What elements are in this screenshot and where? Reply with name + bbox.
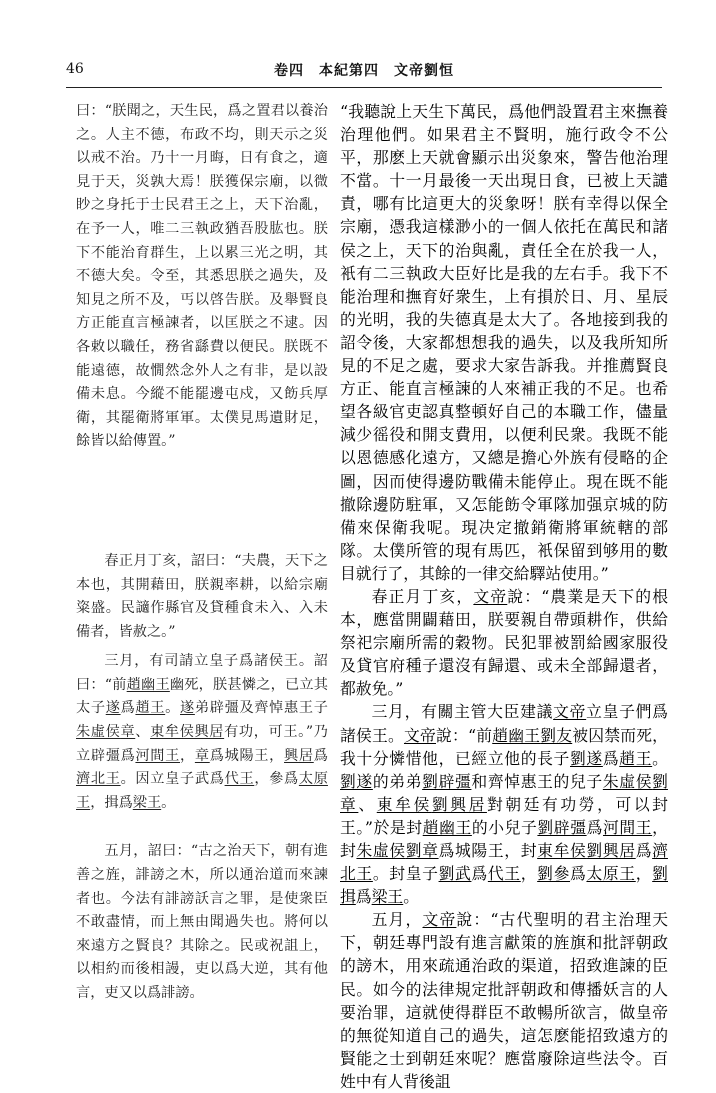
proper-name: 劉辟彊 bbox=[422, 771, 472, 791]
proper-name: 朱虛侯 bbox=[602, 771, 653, 791]
proper-name: 河間王 bbox=[602, 817, 653, 837]
proper-name: 劉參 bbox=[537, 864, 571, 884]
proper-name: 劉遂 bbox=[340, 771, 373, 791]
proper-name: 趙王 bbox=[619, 748, 653, 768]
proper-name: 濟北王 bbox=[340, 841, 668, 884]
proper-name: 劉章 bbox=[405, 841, 439, 860]
proper-name: 興居 bbox=[284, 747, 314, 764]
classical-paragraph-edict-slander: 五月，詔曰：“古之治天下，朝有進善之旌，誹謗之木，所以通治道而來諫者也。今法有誹謗訞言之罪，是使衆臣不敢盡情，而上無由聞過失也。將何以來遠方之賢良？其除之。民或祝詛上，以相約而後相謾，吏以爲大逆，其有他言，吏又以爲誹謗。 bbox=[76, 843, 328, 1001]
translation-paragraph-edict-eclipse: “我聽說上天生下萬民，爲他們設置君主來撫養治理他們。如果君主不賢明，施行政令不公平，那麽上天就會顯示出災象來，警告他治理不當。十一月最後一天出現日食，已被上天譴責，哪有比這更大的災象呀！朕有幸得以保全宗廟，憑我這樣渺小的一個人依托在萬民和諸侯之上，天下的治與亂，責任全在於我一人，衹有二三執政大臣好比是我的左右手。我下不能治理和撫育好衆生，上有損於日、月、星辰的光明，我的失德真是太大了。各地接到我的詔令後，大家都想想我的過失，以及我所知所見的不足之處，要求大家告訴我。并推薦賢良方正、能直言極諫的人來補正我的不足。也希望各級官吏認真整頓好自己的本職工作，儘量減少徭役和開支費用，以便利民衆。我既不能以恩德感化遠方，又總是擔心外族有侵略的企圖，因而使得邊防戰備未能停止。現在既不能撤除邊防駐軍，又怎能飭令軍隊加强京城的防備來保衛我呢。現决定撤銷衛將軍統轄的部隊。太僕所管的現有馬匹，衹保留到够用的數目就行了，其餘的一律交給驛站使用。” bbox=[340, 102, 668, 583]
proper-name: 朱虛侯 bbox=[356, 841, 406, 860]
proper-name: 劉武 bbox=[438, 864, 472, 884]
header-rule bbox=[66, 87, 662, 88]
classical-paragraph-edict-agriculture: 春正月丁亥，詔曰：“夫農，天下之本也，其開藉田，朕親率耕，以給宗廟粢盛。民讁作縣官及貸種食未入、入未備者，皆赦之。” bbox=[76, 552, 328, 640]
proper-name: 東牟侯 bbox=[376, 794, 432, 814]
proper-name: 趙幽王 bbox=[422, 817, 472, 837]
classical-paragraph-enfeoffment: 三月，有司請立皇子爲諸侯王。詔曰：“前趙幽王幽死，朕甚憐之，已立其太子遂爲趙王。遂弟辟彊及齊悼惠王子朱虛侯章、東牟侯興居有功，可王。”乃立辟彊爲河間王，章爲城陽王，興居爲濟北王。因立皇子武爲代王，參爲太原王，揖爲梁王。 bbox=[76, 653, 328, 811]
page-number: 46 bbox=[66, 61, 84, 77]
proper-name: 朱虛侯 bbox=[76, 724, 121, 741]
proper-name: 文帝 bbox=[422, 910, 457, 930]
proper-name: 劉友 bbox=[540, 725, 573, 745]
proper-name: 遂 bbox=[105, 700, 121, 717]
proper-name: 劉興居 bbox=[586, 841, 636, 860]
proper-name: 趙幽王 bbox=[126, 676, 170, 693]
proper-name: 文帝 bbox=[473, 586, 508, 606]
proper-name: 劉興居 bbox=[431, 794, 487, 814]
classical-paragraph-edict-eclipse: 曰：“朕聞之，天生民，爲之置君以養治之。人主不德，布政不均，則天示之災以戒不治。乃十一月晦，日有食之，適見于天，災孰大焉！朕獲保宗廟，以微眇之身托于士民君王之上，天下治亂，在予一人，唯二三執政猶吾股肱也。朕下不能治育群生，上以累三光之明，其不德大矣。令至，其悉思朕之過失，及知見之所不及，丐以啓告朕。及舉賢良方正能直言極諫者，以匡朕之不逮。因各敕以職任，務省繇費以便民。朕既不能遠德，故憪然念外人之有非，是以設備未息。今縱不能罷邊屯戍，又飭兵厚衛，其罷衛將軍軍。太僕見馬遺財足，餘皆以給傳置。” bbox=[76, 103, 328, 450]
proper-name: 劉辟彊 bbox=[537, 817, 587, 837]
proper-name: 河間王 bbox=[135, 747, 181, 764]
proper-name: 趙幽王 bbox=[492, 725, 541, 745]
proper-name: 章 bbox=[120, 724, 136, 741]
translation-paragraph-enfeoffment: 三月，有關主管大臣建議文帝立皇子們爲諸侯王。文帝說：“前趙幽王劉友被囚禁而死，我十分憐惜他，已經立他的長子劉遂爲趙王。劉遂的弟弟劉辟彊和齊悼惠王的兒子朱虛侯劉章、東牟侯劉興居對朝廷有功勞，可以封王。”於是封趙幽王的小兒子劉辟彊爲河間王，封朱虛侯劉章爲城陽王，封東牟侯劉興居爲濟北王。封皇子劉武爲代王，劉參爲太原王，劉揖爲梁王。 bbox=[340, 702, 668, 907]
proper-name: 代王 bbox=[224, 771, 255, 788]
proper-name: 遂 bbox=[180, 700, 195, 717]
proper-name: 文帝 bbox=[403, 725, 436, 745]
page-header bbox=[66, 58, 662, 82]
proper-name: 東牟侯 bbox=[537, 841, 587, 860]
proper-name: 濟北王 bbox=[76, 771, 121, 788]
proper-name: 劉遂 bbox=[570, 748, 603, 768]
translation-column bbox=[340, 100, 668, 1093]
proper-name: 章 bbox=[194, 747, 210, 764]
proper-name: 東牟侯 bbox=[150, 724, 195, 741]
proper-name: 趙王 bbox=[135, 700, 166, 717]
proper-name: 文帝 bbox=[553, 702, 587, 722]
proper-name: 代王 bbox=[487, 864, 521, 884]
column-gap bbox=[76, 454, 328, 550]
proper-name: 興居 bbox=[194, 724, 225, 741]
translation-paragraph-edict-slander: 五月，文帝說：“古代聖明的君主治理天下，朝廷專門設有進言獻策的旌旗和批評朝政的謗木，用來疏通治政的渠道，招致進諫的臣民。如今的法律規定批評朝政和傳播妖言的人要治罪，這就使得群臣不敢暢所欲言，做皇帝的無從知道自己的過失，這怎麽能招致遠方的賢能之士到朝廷來呢？應當廢除這些法令。百姓中有人背後詛 bbox=[340, 910, 668, 1091]
proper-name: 梁王 bbox=[371, 887, 404, 907]
proper-name: 劉揖 bbox=[340, 864, 668, 907]
proper-name: 太原王 bbox=[76, 771, 328, 811]
proper-name: 梁王 bbox=[132, 794, 162, 811]
classical-text-column bbox=[76, 100, 328, 1006]
running-title: 卷四 本紀第四 文帝劉恒 bbox=[274, 63, 454, 79]
proper-name: 太原王 bbox=[586, 864, 636, 884]
translation-paragraph-edict-agriculture: 春正月丁亥，文帝說：“農業是天下的根本，應當開闢藉田，朕要親自帶頭耕作，供給祭祀宗廟所需的穀物。民犯罪被罰給國家服役及貸官府種子還沒有歸還、或未全部歸還者，都赦免。” bbox=[340, 586, 668, 699]
proper-name: 劉章 bbox=[340, 771, 668, 814]
